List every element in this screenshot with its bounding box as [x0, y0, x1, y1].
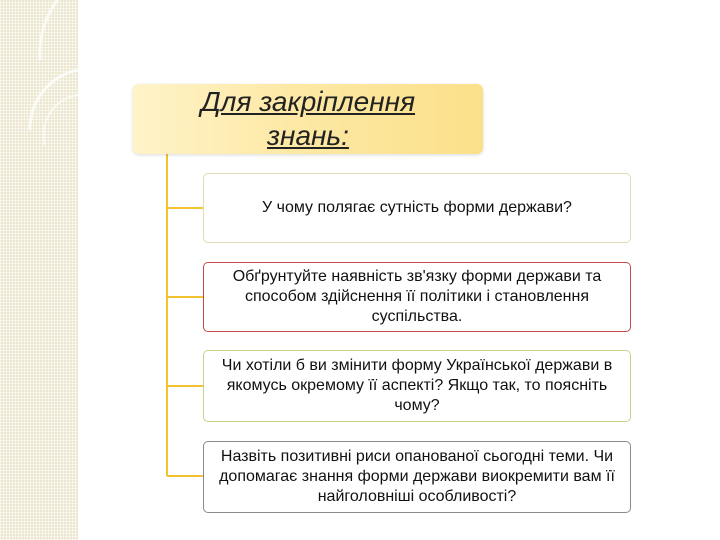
question-text-2: Обґрунтуйте наявність зв'язку форми держави та способом здійснення її політики і становлення суспільства. [232, 268, 602, 325]
title-text: Для закріплення знань: [200, 86, 416, 151]
question-box-4 [203, 441, 631, 513]
question-text-4: Назвіть позитивні риси опанованої сьогодні теми. Чи допомагає знання форми держави виокремити вам її найголовніші особливості? [219, 448, 615, 505]
question-box-1 [203, 173, 631, 243]
question-box-2 [203, 262, 631, 332]
question-text-1: У чому полягає сутність форми держави? [262, 199, 572, 216]
question-text-3: Чи хотіли б ви змінити форму Української держави в якомусь окремому її аспекті? Якщо так, то поясніть чому? [221, 357, 613, 414]
question-box-3 [203, 350, 631, 422]
title-box [133, 84, 483, 154]
